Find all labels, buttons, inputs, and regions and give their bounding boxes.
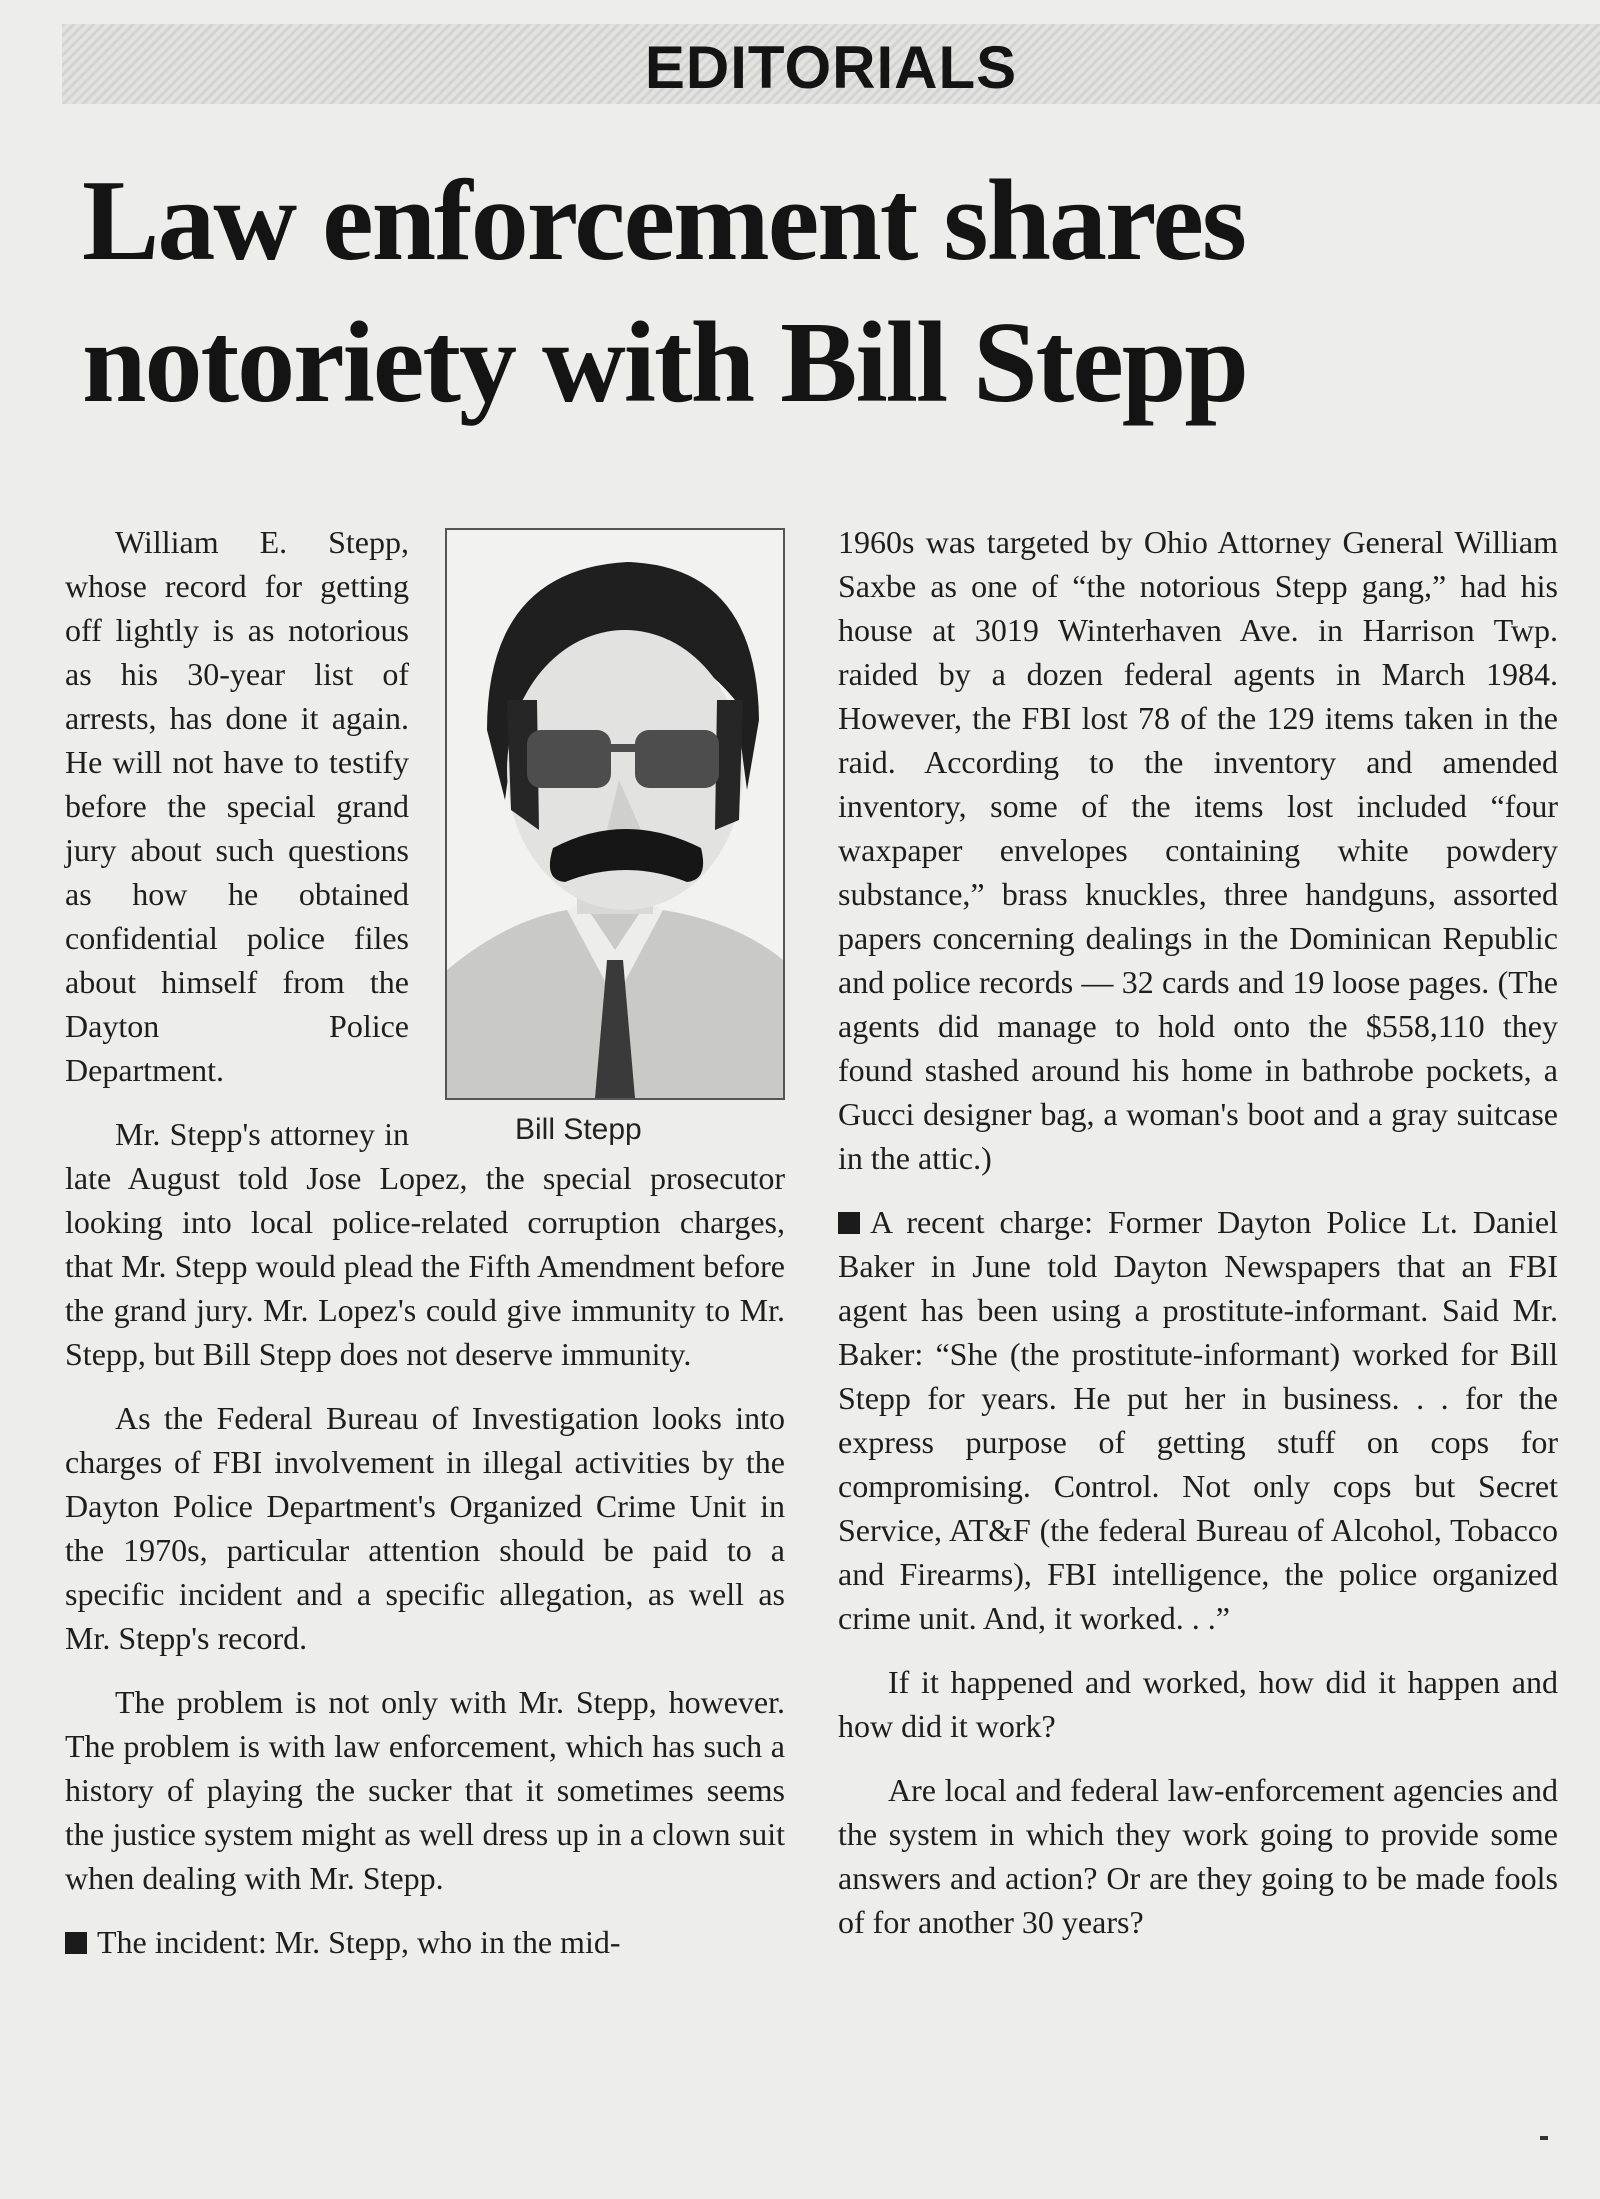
paragraph-problem: The problem is not only with Mr. Stepp, however. The problem is with law enforcement, which has such a history of playing the sucker that it sometimes seems the justice system might as well dress up in a clown suit when dealing with Mr. Stepp. [65, 1684, 785, 1896]
paragraph-closing: Are local and federal law-enforcement agencies and the system in which they work going to provide some answers and action? Or are they going to be made fools of for another 30 years? [838, 1772, 1558, 1940]
paragraph-text: The incident: Mr. Stepp, who in the mid- [97, 1924, 621, 1960]
bullet-square-icon [838, 1212, 860, 1234]
photo-figure [445, 528, 785, 1150]
headline-line-2: notoriety with Bill Stepp [82, 299, 1247, 427]
paragraph-raid: 1960s was targeted by Ohio Attorney General William Saxbe as one of “the notorious Stepp gang,” had his house at 3019 Winterhaven Ave. in Harrison Twp. raided by a dozen federal agents in March 1984. However, the FBI lost 78 of the 129 items taken in the raid. According to the inventory and amended inventory, some of the items lost included “four waxpaper envelopes containing white powdery substance,” brass knuckles, three handguns, assorted papers concerning dealings in the Dominican Republic and police records — 32 cards and 19 loose pages. (The agents did manage to hold onto the $558,110 they found stashed around his home in bathrobe pockets, a Gucci designer bag, a woman's boot and a gray suitcase in the attic.) [838, 524, 1558, 1176]
headline-line-1: Law enforcement shares [82, 157, 1246, 285]
right-column [838, 520, 1558, 1964]
paragraph-text: A recent charge: Former Dayton Police Lt. Daniel Baker in June told Dayton Newspapers that an FBI agent has been using a prostitute-informant. Said Mr. Baker: “She (the prostitute-informant) worked for Bill Stepp for years. He put her in business. . . for the express purpose of getting stuff on cops for compromising. Control. Not only cops but Secret Service, AT&F (the federal Bureau of Alcohol, Tobacco and Firearms), FBI intelligence, the police organized crime unit. And, it worked. . .” [838, 1204, 1558, 1636]
end-mark [1540, 2136, 1548, 2140]
paragraph-question: If it happened and worked, how did it happen and how did it work? [838, 1664, 1558, 1744]
paragraph-incident [65, 1920, 785, 1964]
left-column [65, 520, 785, 1984]
section-header-bar [62, 24, 1600, 104]
paragraph-intro [65, 520, 785, 1146]
section-label: EDITORIALS [644, 34, 1018, 101]
bullet-square-icon [65, 1932, 87, 1954]
portrait-photo-icon [445, 528, 785, 1100]
photo-caption: Bill Stepp [515, 1113, 642, 1146]
paragraph-text: William E. Stepp, whose record for getting off lightly is as notorious as his 30-year list of arrests, has done it again. He will not have to testify before the special grand jury about such questions as how he obtained confidential police files about himself from the Dayton Police Department. [65, 524, 409, 1088]
paragraph-recent-charge [838, 1200, 1558, 1640]
paragraph-fbi: As the Federal Bureau of Investigation looks into charges of FBI involvement in illegal activities by the Dayton Police Department's Organized Crime Unit in the 1970s, particular attention should be paid to a specific incident and a specific allegation, as well as Mr. Stepp's record. [65, 1400, 785, 1656]
headline [82, 150, 1582, 434]
paragraph-attorney: Mr. Stepp's attorney in late August told Jose Lopez, the special prosecutor looking into local police-related corruption charges, that Mr. Stepp would plead the Fifth Amendment before the grand jury. Mr. Lopez's could give immunity to Mr. Stepp, but Bill Stepp does not deserve immunity. [65, 1116, 785, 1372]
